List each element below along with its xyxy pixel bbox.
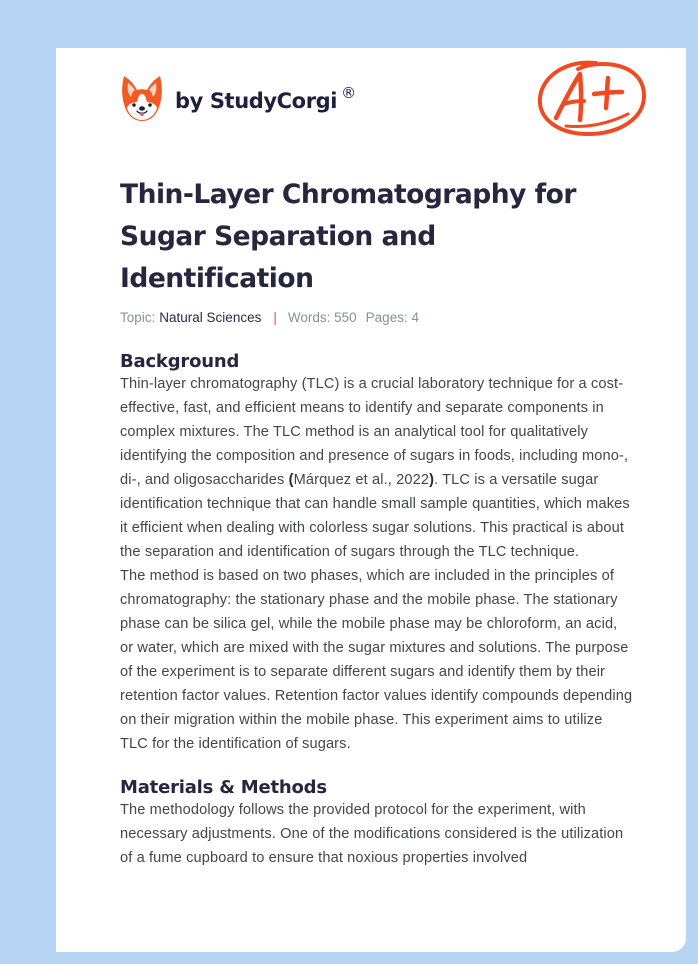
section-heading-materials-methods: Materials & Methods (120, 777, 327, 798)
grade-a-plus-icon (536, 58, 650, 140)
paragraph: The methodology follows the provided protocol for the experiment, with necessary adjustments. One of the modifications considered is the utilization of a fume cupboard to ensure that noxious properties involved (120, 802, 624, 866)
citation-close: ) (429, 472, 435, 488)
paragraph-text: Thin-layer chromatography (TLC) is a crucial laboratory technique for a cost-effective, fast, and efficient means to identify and separate components in complex mixtures. The TLC method is an analytical tool for qualitatively identifying the composition and presence of sugars in foods, including mono-, di-, and oligosaccharides (120, 376, 629, 488)
registered-mark: ® (341, 84, 356, 102)
document-meta (120, 310, 634, 325)
paragraph-text: . TLC is a versatile sugar identification technique that can handle small sample quantities, which makes it efficient when dealing with colorless sugar solutions. This practical is about the separation and identification of sugars through the TLC technique. (120, 472, 630, 560)
pages-count (366, 310, 419, 325)
studycorgi-logo[interactable] (120, 74, 356, 122)
paragraph: The method is based on two phases, which are included in the principles of chromatography: the stationary phase and the mobile phase. The stationary phase can be silica gel, while the mobile phase may be chloroform, an acid, or water, which are mixed with the sugar mixtures and solutions. The purpose of the experiment is to separate different sugars and identify them by their retention factor values. Retention factor values identify compounds depending on their migration within the mobile phase. This experiment aims to utilize TLC for the identification of sugars. (120, 568, 633, 752)
topic-link[interactable]: Natural Sciences (159, 310, 262, 325)
meta-separator: | (273, 310, 277, 325)
document-content (120, 174, 634, 870)
page-title: Thin-Layer Chromatography for Sugar Separation and Identification (120, 179, 576, 294)
citation[interactable]: Márquez et al., 2022 (293, 472, 430, 488)
words-count (288, 310, 357, 325)
pages-label: Pages: (365, 310, 408, 325)
brand-name (175, 84, 356, 113)
brand-name-text: by StudyCorgi (175, 89, 338, 113)
topic-label: Topic: (120, 310, 156, 325)
document-card (56, 48, 686, 952)
section-heading-background: Background (120, 351, 240, 372)
paragraph (120, 372, 634, 564)
words-value: 550 (334, 310, 357, 325)
citation-open: ( (288, 472, 294, 488)
words-label: Words: (287, 310, 331, 325)
corgi-icon (120, 74, 164, 122)
pages-value: 4 (411, 310, 419, 325)
